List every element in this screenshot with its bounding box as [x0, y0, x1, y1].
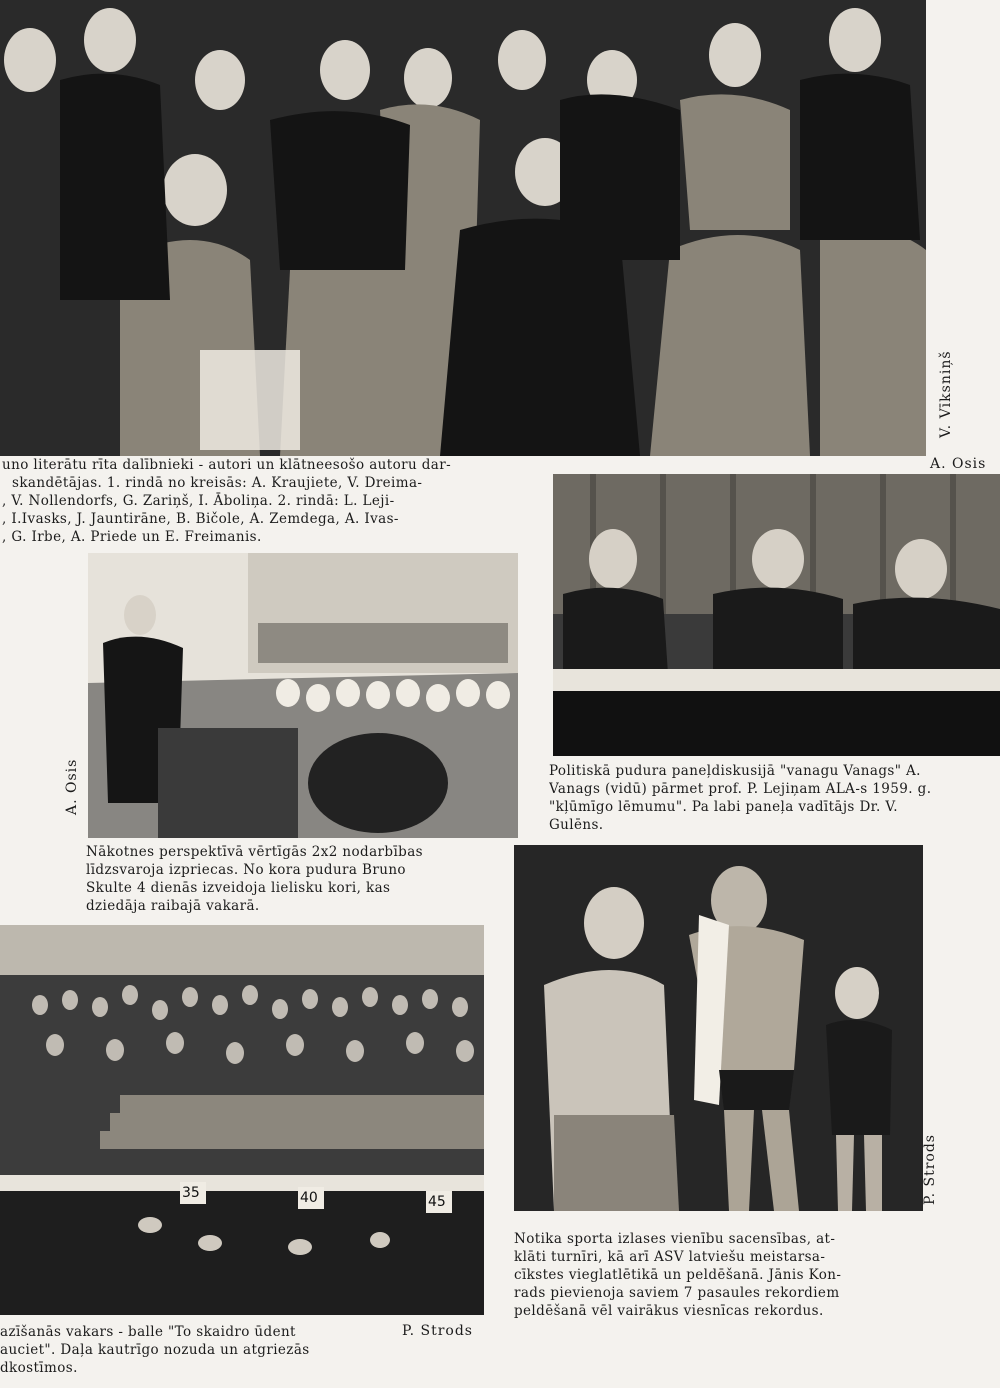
- photo-pool-party: [0, 925, 484, 1315]
- photo-literary-group-art: [0, 0, 926, 456]
- caption-pool-party: [0, 1323, 380, 1377]
- caption-line: cīkstes vieglatlētikā un peldēšanā. Jānis Kon-: [514, 1267, 842, 1283]
- caption-line: Notika sporta izlases vienību sacensības, at-: [514, 1231, 836, 1247]
- caption-line: azīšanās vakars - balle "To skaidro ūdent: [0, 1324, 296, 1340]
- photo-panel-discussion: [553, 474, 1000, 756]
- caption-line: , I.Ivasks, J. Jauntirāne, B. Bičole, A. Zemdega, A. Ivas-: [2, 511, 399, 527]
- caption-line: Gulēns.: [549, 817, 604, 833]
- pool-lane-number: 40: [300, 1190, 318, 1206]
- caption-line: Vanags (vidū) pārmet prof. P. Lejiņam ALA-s 1959. g.: [549, 781, 932, 797]
- photo-choir-rehearsal: [88, 553, 518, 838]
- caption-line: Politiskā pudura paneļdiskusijā "vanagu Vanags" A.: [549, 763, 921, 779]
- caption-line: rads pievienoja saviem 7 pasaules rekordiem: [514, 1285, 840, 1301]
- caption-line: , G. Irbe, A. Priede un E. Freimanis.: [2, 529, 262, 545]
- photo-credit-vertical: P. Strods: [922, 1134, 938, 1205]
- photo-credit: A. Osis: [930, 456, 987, 472]
- photo-credit-vertical: A. Osis: [64, 758, 80, 815]
- caption-line: skandētājas. 1. rindā no kreisās: A. Kraujiete, V. Dreima-: [12, 475, 423, 491]
- caption-line: dkostīmos.: [0, 1360, 78, 1376]
- photo-swimming-award-art: [514, 845, 923, 1211]
- photo-credit-vertical: V. Vīksniņš: [938, 350, 954, 438]
- caption-swimming-award: [514, 1230, 934, 1320]
- caption-line: Nākotnes perspektīvā vērtīgās 2x2 nodarbības: [86, 844, 423, 860]
- caption-line: uno literātu rīta dalībnieki - autori un klātneesošo autoru dar-: [2, 457, 452, 473]
- caption-line: "kļūmīgo lēmumu". Pa labi paneļa vadītājs Dr. V.: [549, 799, 898, 815]
- caption-line: auciet". Daļa kautrīgo nozuda un atgriezās: [0, 1342, 310, 1358]
- caption-choir-rehearsal: [86, 843, 486, 915]
- caption-line: līdzsvaroja izpriecas. No kora pudura Bruno: [86, 862, 406, 878]
- caption-line: , V. Nollendorfs, G. Zariņš, I. Āboliņa. 2. rindā: L. Leji-: [2, 493, 395, 509]
- caption-line: klāti turnīri, kā arī ASV latviešu meistarsa-: [514, 1249, 826, 1265]
- caption-panel-discussion: [549, 762, 1000, 834]
- photo-pool-party-art: [0, 925, 484, 1315]
- photo-literary-group: [0, 0, 926, 456]
- photo-swimming-award: [514, 845, 923, 1211]
- caption-line: dziedāja raibajā vakarā.: [86, 898, 260, 914]
- caption-literary-group: [2, 456, 522, 546]
- caption-line: Skulte 4 dienās izveidoja lielisku kori, kas: [86, 880, 391, 896]
- photo-choir-rehearsal-art: [88, 553, 518, 838]
- photo-credit: P. Strods: [402, 1323, 473, 1339]
- pool-lane-number: 35: [182, 1185, 200, 1201]
- photo-panel-discussion-art: [553, 474, 1000, 756]
- caption-line: peldēšanā vēl vairākus viesnīcas rekordus.: [514, 1303, 824, 1319]
- pool-lane-number: 45: [428, 1194, 446, 1210]
